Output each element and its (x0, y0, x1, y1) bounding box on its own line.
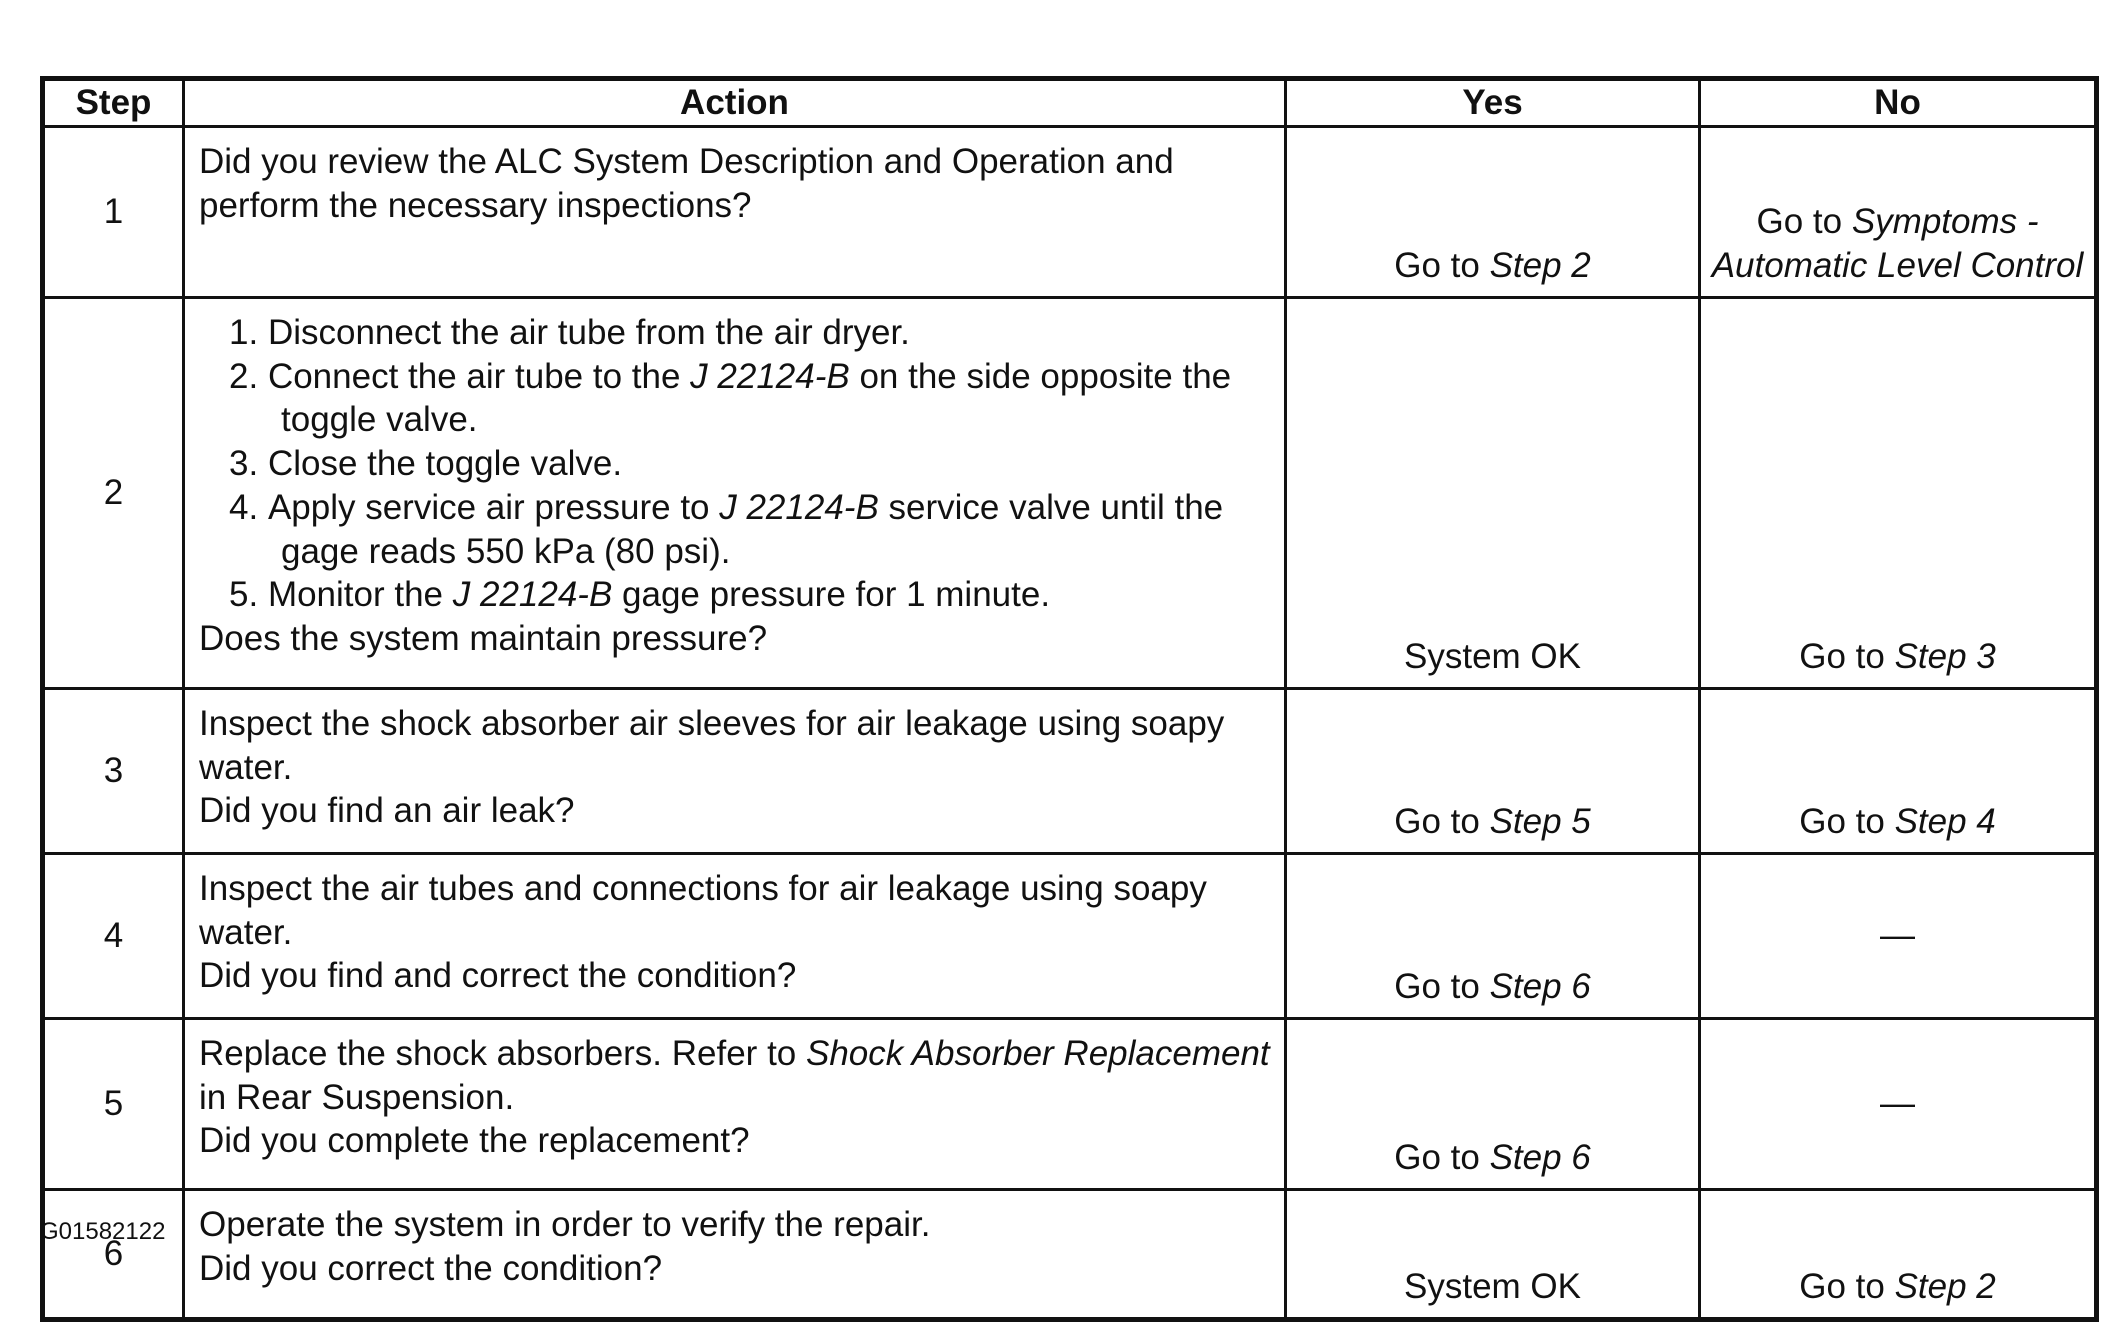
action-cell (184, 126, 1286, 297)
substep-number: 1. (229, 312, 259, 352)
action-question: Did you complete the replacement? (199, 1121, 750, 1161)
action-text: Inspect the air tubes and connections for air leakage using soapy water. (199, 868, 1207, 952)
no-cell (1700, 1018, 2097, 1189)
header-row (43, 79, 2097, 127)
action-cell (184, 853, 1286, 1018)
yes-text: Go to (1394, 246, 1490, 285)
no-step-ref: Step 3 (1894, 637, 1996, 676)
figure-code: G01582122 (40, 1218, 166, 1245)
tool-ref: J 22124-B (690, 356, 850, 396)
no-step-ref: Step 4 (1894, 802, 1996, 841)
substep (199, 573, 1270, 617)
action-question: Does the system maintain pressure? (199, 619, 768, 658)
no-text: Go to (1799, 1267, 1895, 1306)
yes-cell (1286, 1018, 1700, 1189)
no-cell (1700, 853, 2097, 1018)
table-row (43, 1189, 2097, 1319)
procedure-ref: Shock Absorber Replacement (805, 1033, 1270, 1073)
substep-text: Apply service air pressure to (267, 487, 720, 527)
no-cell (1700, 297, 2097, 688)
substep-text: gage pressure for 1 minute. (612, 575, 1051, 615)
substep-text: Connect the air tube to the (267, 356, 691, 396)
action-text-part: in Rear Suspension. (199, 1077, 515, 1117)
yes-cell (1286, 688, 1700, 853)
substep-text: on the side opposite the toggle valve. (281, 356, 1232, 440)
action-text: Inspect the shock absorber air sleeves for air leakage using soapy water. (199, 703, 1225, 787)
no-text: Go to (1756, 202, 1852, 242)
substep-number: 2. (229, 356, 259, 396)
table-row (43, 126, 2097, 297)
action-question: Did you find an air leak? (199, 791, 575, 831)
step-number: 5 (43, 1018, 184, 1189)
action-text: Did you review the ALC System Description and Operation and perform the necessary inspections? (199, 141, 1174, 225)
substep-text: Close the toggle valve. (267, 444, 623, 483)
no-ref: Symptoms - Automatic Level Control (1711, 202, 2084, 285)
substep-number: 5. (229, 575, 259, 615)
step-number: 3 (43, 688, 184, 853)
substep (199, 442, 1270, 486)
yes-text: Go to (1394, 967, 1490, 1006)
substep-text: Monitor the (267, 575, 453, 615)
yes-step-ref: Step 2 (1489, 246, 1591, 285)
no-cell (1700, 126, 2097, 297)
yes-cell (1286, 1189, 1700, 1319)
yes-text: Go to (1394, 1138, 1490, 1177)
table-row (43, 297, 2097, 688)
header-yes: Yes (1286, 79, 1700, 127)
no-cell (1700, 688, 2097, 853)
substep-number: 4. (229, 487, 259, 527)
yes-step-ref: Step 5 (1489, 802, 1591, 841)
substep (199, 486, 1270, 574)
step-number: 1 (43, 126, 184, 297)
table-row (43, 688, 2097, 853)
substep-text: service valve until the gage reads 550 kPa (80 psi). (281, 487, 1224, 571)
no-dash: — (1880, 915, 1915, 955)
table-row (43, 853, 2097, 1018)
no-dash: — (1880, 1083, 1915, 1123)
yes-step-ref: Step 6 (1489, 1138, 1591, 1177)
no-text: Go to (1799, 802, 1895, 841)
action-text-part: Replace the shock absorbers. Refer to (199, 1033, 806, 1073)
yes-cell (1286, 126, 1700, 297)
action-cell (184, 688, 1286, 853)
substep-text: Disconnect the air tube from the air dryer. (267, 312, 910, 352)
no-text: Go to (1799, 637, 1895, 676)
diagnostic-table (40, 76, 2099, 1322)
substep (199, 311, 1270, 355)
tool-ref: J 22124-B (452, 575, 613, 615)
yes-text: Go to (1394, 802, 1490, 841)
no-cell (1700, 1189, 2097, 1319)
action-question: Did you correct the condition? (199, 1248, 663, 1288)
step-number: 4 (43, 853, 184, 1018)
yes-step-ref: Step 6 (1489, 967, 1591, 1006)
header-action: Action (184, 79, 1286, 127)
step-number: 6 (43, 1189, 184, 1319)
action-cell (184, 297, 1286, 688)
action-question: Did you find and correct the condition? (199, 956, 797, 996)
header-no: No (1700, 79, 2097, 127)
substep (199, 355, 1270, 443)
yes-cell (1286, 853, 1700, 1018)
table-row (43, 1018, 2097, 1189)
header-step: Step (43, 79, 184, 127)
yes-text: System OK (1404, 637, 1581, 676)
tool-ref: J 22124-B (719, 487, 879, 527)
yes-cell (1286, 297, 1700, 688)
no-step-ref: Step 2 (1894, 1267, 1996, 1306)
substep-number: 3. (229, 444, 259, 483)
action-text: Operate the system in order to verify the repair. (199, 1204, 931, 1244)
action-text (199, 1032, 1270, 1120)
action-cell (184, 1018, 1286, 1189)
step-number: 2 (43, 297, 184, 688)
yes-text: System OK (1404, 1267, 1581, 1306)
action-cell (184, 1189, 1286, 1319)
